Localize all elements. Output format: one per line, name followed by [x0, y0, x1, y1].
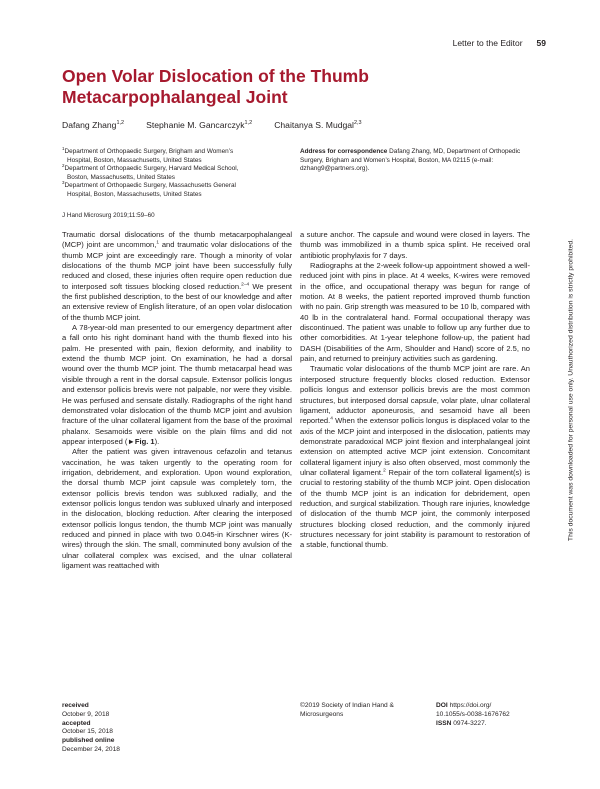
running-header	[453, 38, 546, 48]
paragraph: A 78-year-old man presented to our emergency department after a fall onto his right dominant hand with the thumb flexed into his palm. He presented with pain, flexion deformity, and inability to extend the thumb MCP joint. On examination, he had a dorsal wound over the thumb MCP joint. The thumb metacarpal head was visible through a rent in the dorsal capsule. Extensor pollicis longus and extensor pollicis brevis were not palpable, nor were they visible. He was perfused and sensate distally. Radiographs of the right hand demonstrated volar dislocation of the thumb MCP joint and avulsion fracture of the ulnar collateral ligament from the base of the proximal phalanx. Sesamoids were visible on the plain films and did not appear interposed (►Fig. 1).	[62, 323, 292, 446]
section-label: Letter to the Editor	[452, 38, 523, 48]
author-list	[62, 120, 362, 130]
journal-citation: J Hand Microsurg 2019;11:59–60	[62, 212, 155, 219]
correspondence	[300, 148, 540, 174]
affiliation: $^2$Department of Orthopaedic Surgery, Harvard Medical School,	[62, 163, 239, 173]
page-number: 59	[536, 38, 546, 48]
download-notice-text: This document was downloaded for personal use only. Unauthorized distribution is strictly prohibited.	[567, 238, 575, 542]
accepted-date: October 15, 2018	[62, 728, 113, 736]
doi-block	[436, 702, 556, 728]
affiliation-cont: Boston, Massachusetts, United States	[67, 173, 175, 181]
paragraph: Traumatic volar dislocations of the thumb MCP joint are rare. An interposed structure frequently blocks closed reduction. Extensor pollicis longus and extensor pollicis brevis are the most common structures, but interposed dorsal capsule, volar plate, ulnar collateral ligament, adductor aponeurosis, and sesamoid have all been reported.$^4$ When the extensor pollicis longus is displaced volar to the axis of the MCP joint and interposed in the dislocation, patients may demonstrate paradoxical MCP joint flexion and interphalangeal joint extension on attempted active MCP joint extension. Concomitant collateral ligament injury is also often observed, most commonly the ulnar collateral ligament.$^2$ Repair of the torn collateral ligament(s) is crucial to restoring stability of the thumb MCP joint. Open dislocation of the thumb MCP joint is an indication for debridement, open reduction, and surgical stabilization. Though rare injuries, knowledge of dislocation of the thumb MCP joint, the commonly interposed structures blocking closed reduction, and the commonly injured structures necessary for joint stability is paramount to restoration of a stable, functional thumb.	[300, 364, 530, 550]
accepted-label: accepted	[62, 719, 91, 727]
publication-history	[62, 702, 172, 755]
issn-label: ISSN	[436, 719, 452, 727]
published-label: published online	[62, 737, 115, 745]
affiliation-cont: Hospital, Boston, Massachusetts, United States	[67, 190, 202, 198]
published-date: December 24, 2018	[62, 745, 120, 753]
issn-value: 0974-3227.	[453, 719, 487, 727]
paragraph: Radiographs at the 2-week follow-up appointment showed a well-reduced joint with pins in place. At 4 weeks, K-wires were removed in the office, and occupational therapy was begun for range of motion. At 8 weeks, the patient reported improved thumb function with no pain. Grip strength was measured to be 10 lb, compared with 40 lb in the contralateral hand. Formal occupational therapy was discontinued. The patient was unable to follow up any further due to other comorbidities. At 1-year telephone follow-up, the patient had DASH (Disabilities of the Arm, Shoulder and Hand) score of 2.5, no pain, and returned to preinjury activities such as gardening.	[300, 261, 530, 364]
doi-link[interactable]: https://doi.org/	[449, 702, 492, 709]
author: Chaitanya S. Mudgal$^{2,3}$	[274, 120, 362, 130]
received-date: October 9, 2018	[62, 710, 110, 718]
author: Dafang Zhang$^{1,2}$	[62, 120, 125, 130]
body-column-right	[300, 230, 530, 551]
received-label: received	[62, 702, 89, 709]
doi-label: DOI	[436, 702, 448, 709]
affiliation-cont: Hospital, Boston, Massachusetts, United States	[67, 156, 202, 164]
affiliations	[62, 145, 288, 200]
article-title: Open Volar Dislocation of the Thumb Metacarpophalangeal Joint	[62, 66, 369, 107]
correspondence-text: Dafang Zhang, MD, Department of Orthopedic Surgery, Brigham and Women’s Hospital, Boston, MA 02115 (e-mail: dzhang9@partners.org).	[300, 148, 521, 173]
figure-reference[interactable]: ►Fig. 1	[127, 436, 155, 446]
author: Stephanie M. Gancarczyk$^{1,2}$	[146, 120, 253, 130]
paragraph: After the patient was given intravenous cefazolin and tetanus vaccination, he was taken urgently to the operating room for irrigation, debridement, and exploration. Upon wound exploration, the dorsal thumb MCP joint capsule was completely torn, the extensor pollicis brevis tendon was subluxed radially, and the extensor pollicis longus tendon was subluxed ulnarly and interposed in the dislocation, blocking reduction. After clearing the interposed extensor pollicis longus tendon, the thumb MCP joint was manually reduced and pinned in place with two 0.045-in Kirschner wires (K-wires) through the skin. The small, comminuted bony avulsion of the ulnar collateral complex was excised, and the ulnar collateral ligament was reattached with	[62, 447, 292, 570]
affiliation: $^3$Department of Orthopaedic Surgery, Massachusetts General	[62, 180, 236, 190]
doi-value[interactable]: 10.1055/s-0038-1676762	[436, 710, 510, 718]
correspondence-label: Address for correspondence	[300, 148, 388, 155]
affiliation: $^1$Department of Orthopaedic Surgery, Brigham and Women’s	[62, 145, 234, 155]
body-column-left	[62, 230, 292, 571]
paragraph: Traumatic dorsal dislocations of the thumb metacarpophalangeal (MCP) joint are uncommon,$^1$ and traumatic volar dislocations of the thumb MCP joint are exceedingly rare. Though a minority of volar dislocations of the thumb MCP joint have been successfully fully reduced and closed, these injuries often require open reduction due to interposed soft tissues blocking closed reduction.$^{2-4}$ We present the first published description, to the best of our knowledge and after an extensive review of English literature, of an open volar dislocation of the thumb MCP joint.	[62, 230, 292, 322]
paragraph: a suture anchor. The capsule and wound were closed in layers. The thumb was immobilized in a thumb spica splint. He received oral antibiotic prophylaxis for 7 days.	[300, 230, 530, 260]
copyright: ©2019 Society of Indian Hand & Microsurgeons	[300, 702, 394, 718]
download-notice	[566, 180, 576, 600]
